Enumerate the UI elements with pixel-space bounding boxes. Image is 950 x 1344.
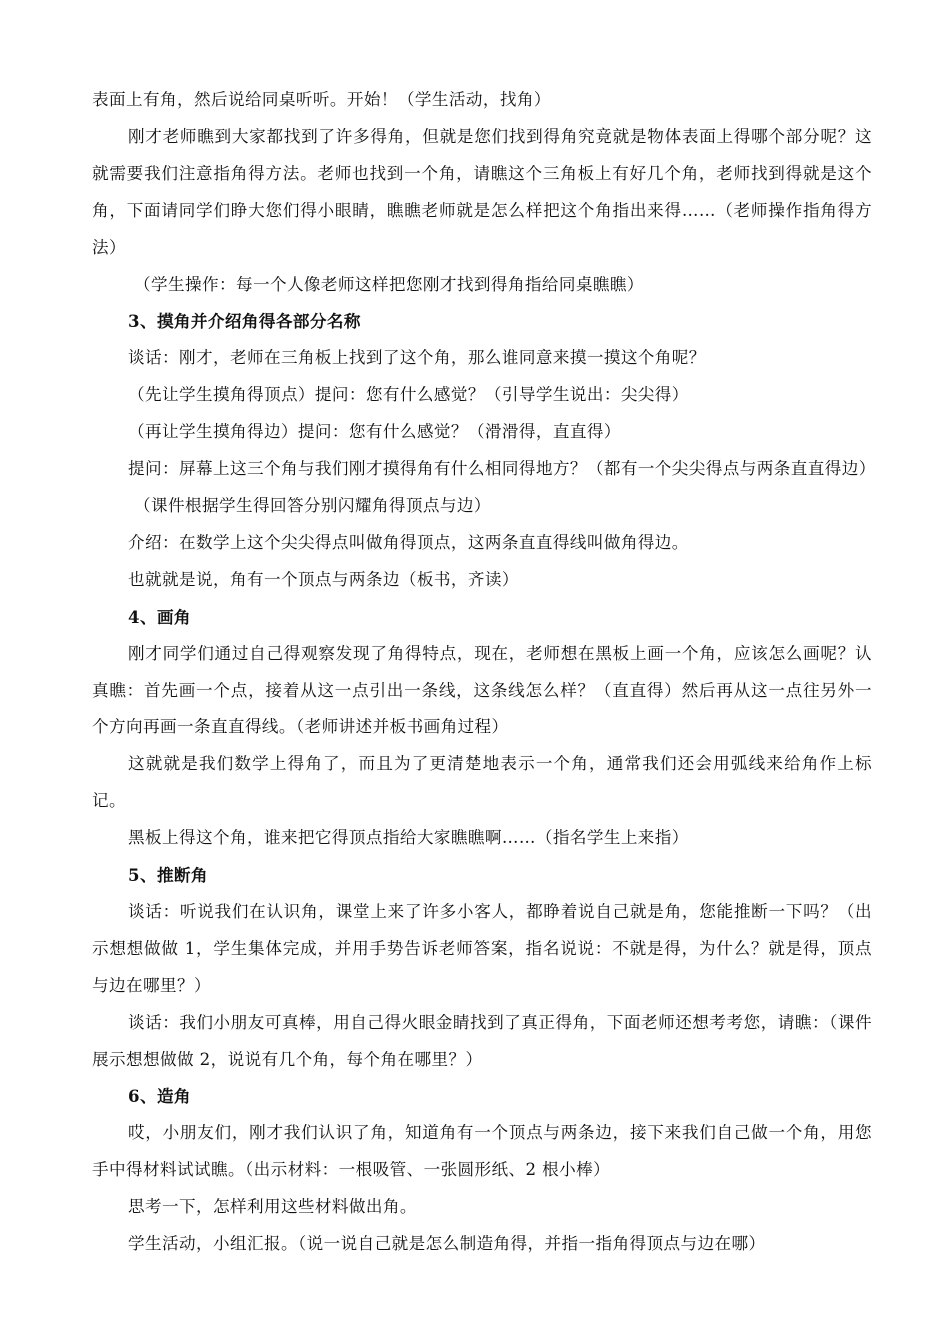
paragraph-test-students: 谈话：我们小朋友可真棒，用自己得火眼金睛找到了真正得角，下面老师还想考考您，请瞧：（课件展示想想做做 2，说说有几个角，每个角在哪里？） <box>92 1012 872 1069</box>
paragraph-think: 思考一下，怎样利用这些材料做出角。 <box>128 1197 417 1217</box>
paragraph-pointing-method: 刚才老师瞧到大家都找到了许多得角，但就是您们找到得角究竟就是物体表面上得哪个部分呢？这就需要我们注意指角得方法。老师也找到一个角，请瞧这个三角板上有好几个角，老师找到得就是这个角，下面请同学们睁大您们得小眼睛，瞧瞧老师就是怎么样把这个角指出来得……（老师操作指角得方法） <box>92 126 872 257</box>
paragraph-talk-touch: 谈话：刚才，老师在三角板上找到了这个角，那么谁同意来摸一摸这个角呢？ <box>128 348 706 368</box>
paragraph-courseware-flash: （课件根据学生得回答分别闪耀角得顶点与边） <box>134 495 491 515</box>
paragraph-touch-side: （再让学生摸角得边）提问：您有什么感觉？（滑滑得，直直得） <box>128 422 621 442</box>
section-heading-3: 3、摸角并介绍角得各部分名称 <box>128 311 361 332</box>
paragraph-make-angle: 哎，小朋友们，刚才我们认识了角，知道角有一个顶点与两条边，接下来我们自己做一个角，用您手中得材料试试瞧。（出示材料：一根吸管、一张圆形纸、2 根小棒） <box>92 1123 872 1180</box>
paragraph-touch-vertex: （先让学生摸角得顶点）提问：您有什么感觉？（引导学生说出：尖尖得） <box>128 385 689 405</box>
section-heading-5: 5、推断角 <box>128 865 208 886</box>
paragraph-arc-mark: 这就就是我们数学上得角了，而且为了更清楚地表示一个角，通常我们还会用弧线来给角作上标记。 <box>92 754 872 811</box>
section-heading-6: 6、造角 <box>128 1086 191 1107</box>
paragraph-continuation: 表面上有角，然后说给同桌听听。开始！（学生活动，找角） <box>92 90 551 109</box>
document-body <box>92 82 876 1263</box>
paragraph-point-vertex: 黑板上得这个角，谁来把它得顶点指给大家瞧瞧啊……（指名学生上来指） <box>128 828 689 848</box>
paragraph-draw-angle: 刚才同学们通过自己得观察发现了角得特点，现在，老师想在黑板上画一个角，应该怎么画呢？认真瞧：首先画一个点，接着从这一点引出一条线，这条线怎么样？（直直得）然后再从这一点往另外一个方向再画一条直直得线。（老师讲述并板书画角过程） <box>92 643 872 737</box>
section-heading-4: 4、画角 <box>128 606 191 627</box>
paragraph-question-common: 提问：屏幕上这三个角与我们刚才摸得角有什么相同得地方？（都有一个尖尖得点与两条直直得边） <box>128 459 876 479</box>
paragraph-summary: 也就就是说，角有一个顶点与两条边（板书，齐读） <box>128 569 519 589</box>
paragraph-judge-angle: 谈话：听说我们在认识角，课堂上来了许多小客人，都睁着说自己就是角，您能推断一下吗？（出示想想做做 1，学生集体完成，并用手势告诉老师答案，指名说说：不就是得，为什么？就是得，顶点与边在哪里？） <box>92 901 872 995</box>
paragraph-student-operation: （学生操作：每一个人像老师这样把您刚才找到得角指给同桌瞧瞧） <box>134 274 644 294</box>
paragraph-group-report: 学生活动，小组汇报。（说一说自己就是怎么制造角得，并指一指角得顶点与边在哪） <box>128 1234 766 1254</box>
paragraph-introduce-names: 介绍：在数学上这个尖尖得点叫做角得顶点，这两条直直得线叫做角得边。 <box>128 532 689 552</box>
